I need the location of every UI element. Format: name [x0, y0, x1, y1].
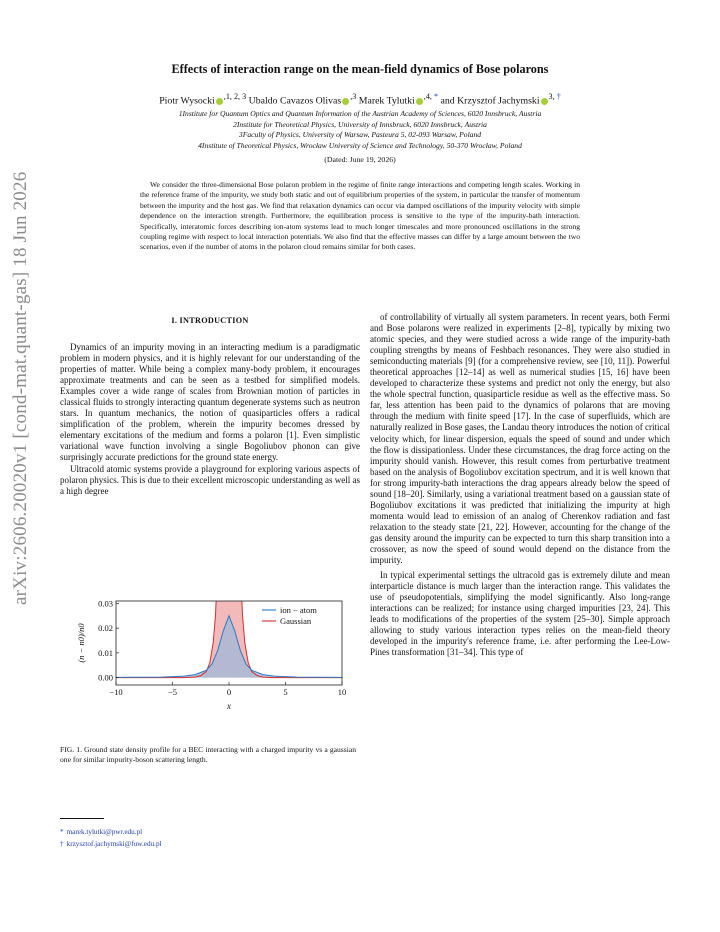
affiliation: 4Institute of Theoretical Physics, Wrocław University of Science and Technology, 50-370 Wrocław, Poland: [198, 140, 522, 150]
right-column-text: [370, 312, 670, 658]
y-tick-label: 0.03: [98, 598, 113, 609]
x-tick-label: 0: [226, 687, 232, 697]
paragraph: Dynamics of an impurity moving in an interacting medium is a paradigmatic problem in modern physics, and it is highly relevant for our understanding of the properties of matter. While being a complex many-body problem, it encourages approximate treatments and can be seen as a testbed for simplified models. Examples cover a wide range of scales from Brownian motion of particles in classical fluids to strongly interacting quantum degenerate systems such as neutron stars. In quantum mechanics, the notion of quasiparticles offers a radical simplification of the problem, wherein the impurity becomes dressed by elementary excitations of the medium and forms a polaron [1]. Even simplistic variational wave function involving a single Bogoliubov phonon can give surprisingly accurate predictions for the ground state energy.: [60, 342, 360, 463]
section-heading: I. INTRODUCTION: [171, 316, 249, 325]
x-tick-label: −5: [167, 687, 178, 697]
author-marks: 3, †: [548, 92, 561, 101]
orcid-icon[interactable]: [416, 98, 423, 105]
footnote-email[interactable]: † krzysztof.jachymski@fuw.edu.pl: [60, 840, 162, 848]
y-axis-label: (n − n0)/n0: [76, 623, 86, 663]
y-tick-label: 0.01: [98, 647, 113, 658]
paragraph: of controllability of virtually all system parameters. In recent years, both Fermi and Bose polarons were realized in experiments [2–8], typically by mixing two atomic species, and they were studied across a wide range of the impurity-bath coupling strengths by means of Feshbach resonances. They were also studied in semiconducting materials [9] (for a comprehensive review, see [10, 11]). Powerful theoretical approaches [12–14] as well as numerical studies [15, 16] have been developed to characterize these systems and predict not only the energy, but also the whole spectral function, quasiparticle residue as well as the effective mass. So far, less attention has been paid to the dynamics of polarons that are moving through the medium with finite speed [17]. In the case of superfluids, which are naturally realized in Bose gases, the Landau theory introduces the notion of critical velocity which, for linear dispersion, equals the speed of sound and under which the flow is dissipationless. Under these circumstances, the drag force acting on the impurity should vanish. However, this result comes from perturbative treatment based on the analysis of Bogoliubov excitation spectrum, and it is well known that for strong impurity-bath interactions the drag appears already below the speed of sound [18–20]. Similarly, using a variational treatment based on a gaussian state of Bogoliubov excitations it was predicted that initializing the impurity at high momenta would lead to emission of an analog of Cherenkov radiation and fast relaxation to the steady state [21, 22]. However, accounting for the change of the gas density around the impurity can be expected to turn this sharp transition into a crossover, as now the speed of sound would depend on the distance from the impurity.: [370, 312, 670, 566]
x-axis-label: x: [227, 701, 231, 711]
orcid-icon[interactable]: [216, 98, 223, 105]
affiliation: 3Faculty of Physics, University of Warsaw, Pasteura 5, 02-093 Warsaw, Poland: [238, 130, 482, 140]
author-marks: ,1, 2, 3: [223, 92, 247, 101]
author-name: Marek Tylutki: [358, 95, 415, 107]
y-tick-label: 0.00: [98, 672, 113, 683]
footnote-email[interactable]: * marek.tylutki@pwr.edu.pl: [60, 828, 143, 836]
paragraph: In typical experimental settings the ultracold gas is extremely dilute and mean interparticle distance is much larger than the interaction range. This validates the use of pseudopotentials, simplifying the model significantly. Also long-range interactions can be realized; for instance using charged impurities [23, 24]. This leads to modifications of the properties of the system [25–30]. Simple approach allowing to study various interaction types relies on the mean-field theory developed in the impurity's reference frame, i.e. after performing the Lee-Low-Pines transformation [31–34]. This type of: [370, 570, 670, 658]
author-marks: ,3: [350, 92, 357, 101]
affiliation: 2Institute for Theoretical Physics, University of Innsbruck, 6020 Innsbruck, Austria: [233, 119, 487, 129]
left-column-text: [60, 342, 360, 497]
author-name: Piotr Wysocki: [159, 95, 215, 107]
affiliation: 1Institute for Quantum Optics and Quantum Information of the Austrian Academy of Sciences, 6020 Innsbruck, Austria: [178, 109, 542, 118]
figure-caption: FIG. 1. Ground state density profile for a BEC interacting with a charged impurity vs a gaussian one for similar impurity-boson scattering length.: [60, 745, 356, 765]
density-profile-chart: [60, 591, 356, 737]
legend-label: Gaussian: [280, 616, 312, 626]
paragraph: Ultracold atomic systems provide a playground for exploring various aspects of polaron physics. This is due to their excellent microscopic understanding as well as a high degree: [60, 463, 361, 496]
dated-line: (Dated: June 19, 2026): [324, 155, 396, 164]
author-list: [80, 92, 640, 106]
arxiv-stamp: arXiv:2606.20020v1 [cond-mat.quant-gas] 18 Jun 2026: [10, 171, 31, 605]
orcid-icon[interactable]: [541, 98, 548, 105]
orcid-icon[interactable]: [342, 98, 349, 105]
author-name: Ubaldo Cavazos Olivas: [248, 95, 342, 107]
author-name: and Krzysztof Jachymski: [440, 95, 540, 107]
author-marks: ,4, *: [423, 92, 439, 101]
paper-title: Effects of interaction range on the mean-field dynamics of Bose polarons: [171, 62, 549, 76]
x-tick-label: 10: [337, 687, 347, 697]
abstract: We consider the three-dimensional Bose polaron problem in the regime of finite range interactions and competing length scales. Working in the reference frame of the impurity, we study both static and out of equilibrium properties of the system, in particular the transfer of momentum between the impurity and the host gas. We find that relaxation dynamics can occur via damped oscillations of the impurity velocity with simple dependence on the interaction strength. Furthermore, the equilibration process is sensitive to the type of the impurity-bath interaction. Specifically, interatomic forces describing ion-atom systems lead to much longer timescales and more pronounced oscillations in the strong coupling regime with respect to local interaction potentials. We also find that the effective masses can differ by a large amount between the two scenarios, even if the number of atoms in the polaron cloud remains similar for both cases.: [140, 180, 580, 252]
x-tick-label: 5: [283, 687, 288, 697]
footnote-rule: [60, 818, 104, 819]
x-tick-label: −10: [109, 687, 123, 697]
affiliations: [80, 109, 640, 151]
legend-label: ion − atom: [280, 605, 317, 615]
y-tick-label: 0.02: [98, 623, 113, 634]
